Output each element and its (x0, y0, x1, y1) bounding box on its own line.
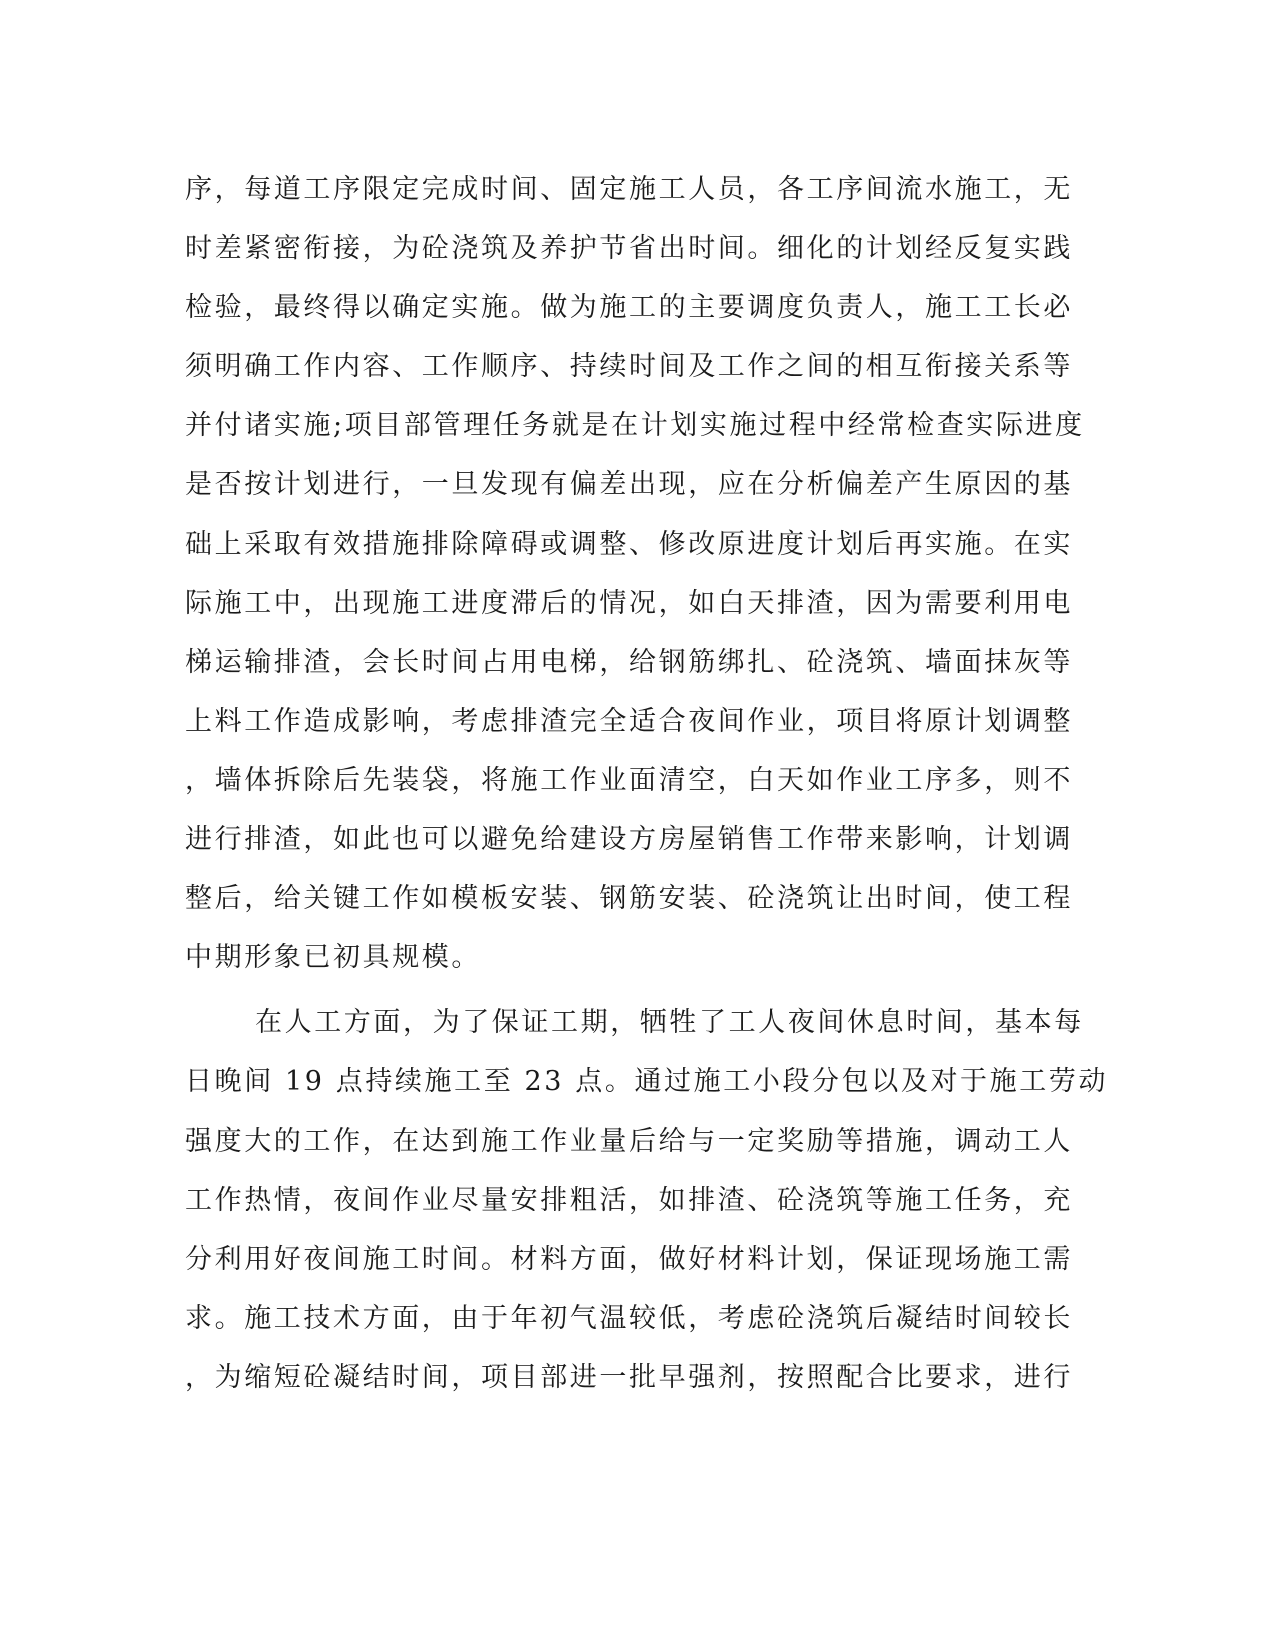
text-line: 是否按计划进行，一旦发现有偏差出现，应在分析偏差产生原因的基 (185, 469, 1073, 501)
text-line: 工作热情，夜间作业尽量安排粗活，如排渣、砼浇筑等施工任务，充 (185, 1184, 1073, 1216)
text-line: 进行排渣，如此也可以避免给建设方房屋销售工作带来影响，计划调 (185, 824, 1073, 856)
text-line: ，为缩短砼凝结时间，项目部进一批早强剂，按照配合比要求，进行 (185, 1361, 1073, 1393)
text-line: 础上采取有效措施排除障碍或调整、修改原进度计划后再实施。在实 (185, 528, 1073, 560)
body-text (185, 160, 1109, 1407)
text-line: 序，每道工序限定完成时间、固定施工人员，各工序间流水施工，无 (185, 174, 1073, 205)
text-line: 梯运输排渣，会长时间占用电梯，给钢筋绑扎、砼浇筑、墙面抹灰等 (185, 646, 1073, 678)
text-line: ，墙体拆除后先装袋，将施工作业面清空，白天如作业工序多，则不 (185, 764, 1073, 796)
text-line: 上料工作造成影响，考虑排渣完全适合夜间作业，项目将原计划调整 (185, 705, 1073, 737)
text-line: 并付诸实施;项目部管理任务就是在计划实施过程中经常检查实际进度 (185, 410, 1085, 442)
text-line: 求。施工技术方面，由于年初气温较低，考虑砼浇筑后凝结时间较长 (185, 1302, 1073, 1334)
text-line: 须明确工作内容、工作顺序、持续时间及工作之间的相互衔接关系等 (185, 351, 1073, 383)
paragraph-1 (185, 160, 1085, 987)
text-line: 时差紧密衔接，为砼浇筑及养护节省出时间。细化的计划经反复实践 (185, 233, 1073, 265)
text-line: 整后，给关键工作如模板安装、钢筋安装、砼浇筑让出时间，使工程 (185, 883, 1073, 915)
text-line: 中期形象已初具规模。 (185, 942, 481, 974)
text-line: 分利用好夜间施工时间。材料方面，做好材料计划，保证现场施工需 (185, 1243, 1073, 1275)
text-line: 日晚间 19 点持续施工至 23 点。通过施工小段分包以及对于施工劳动 (185, 1066, 1109, 1098)
text-line: 在人工方面，为了保证工期，牺牲了工人夜间休息时间，基本每 (255, 1007, 1084, 1039)
text-line: 检验，最终得以确定实施。做为施工的主要调度负责人，施工工长必 (185, 292, 1073, 324)
text-line: 强度大的工作，在达到施工作业量后给与一定奖励等措施，调动工人 (185, 1125, 1073, 1157)
paragraph-2 (185, 993, 1109, 1407)
text-line: 际施工中，出现施工进度滞后的情况，如白天排渣，因为需要利用电 (185, 587, 1073, 619)
